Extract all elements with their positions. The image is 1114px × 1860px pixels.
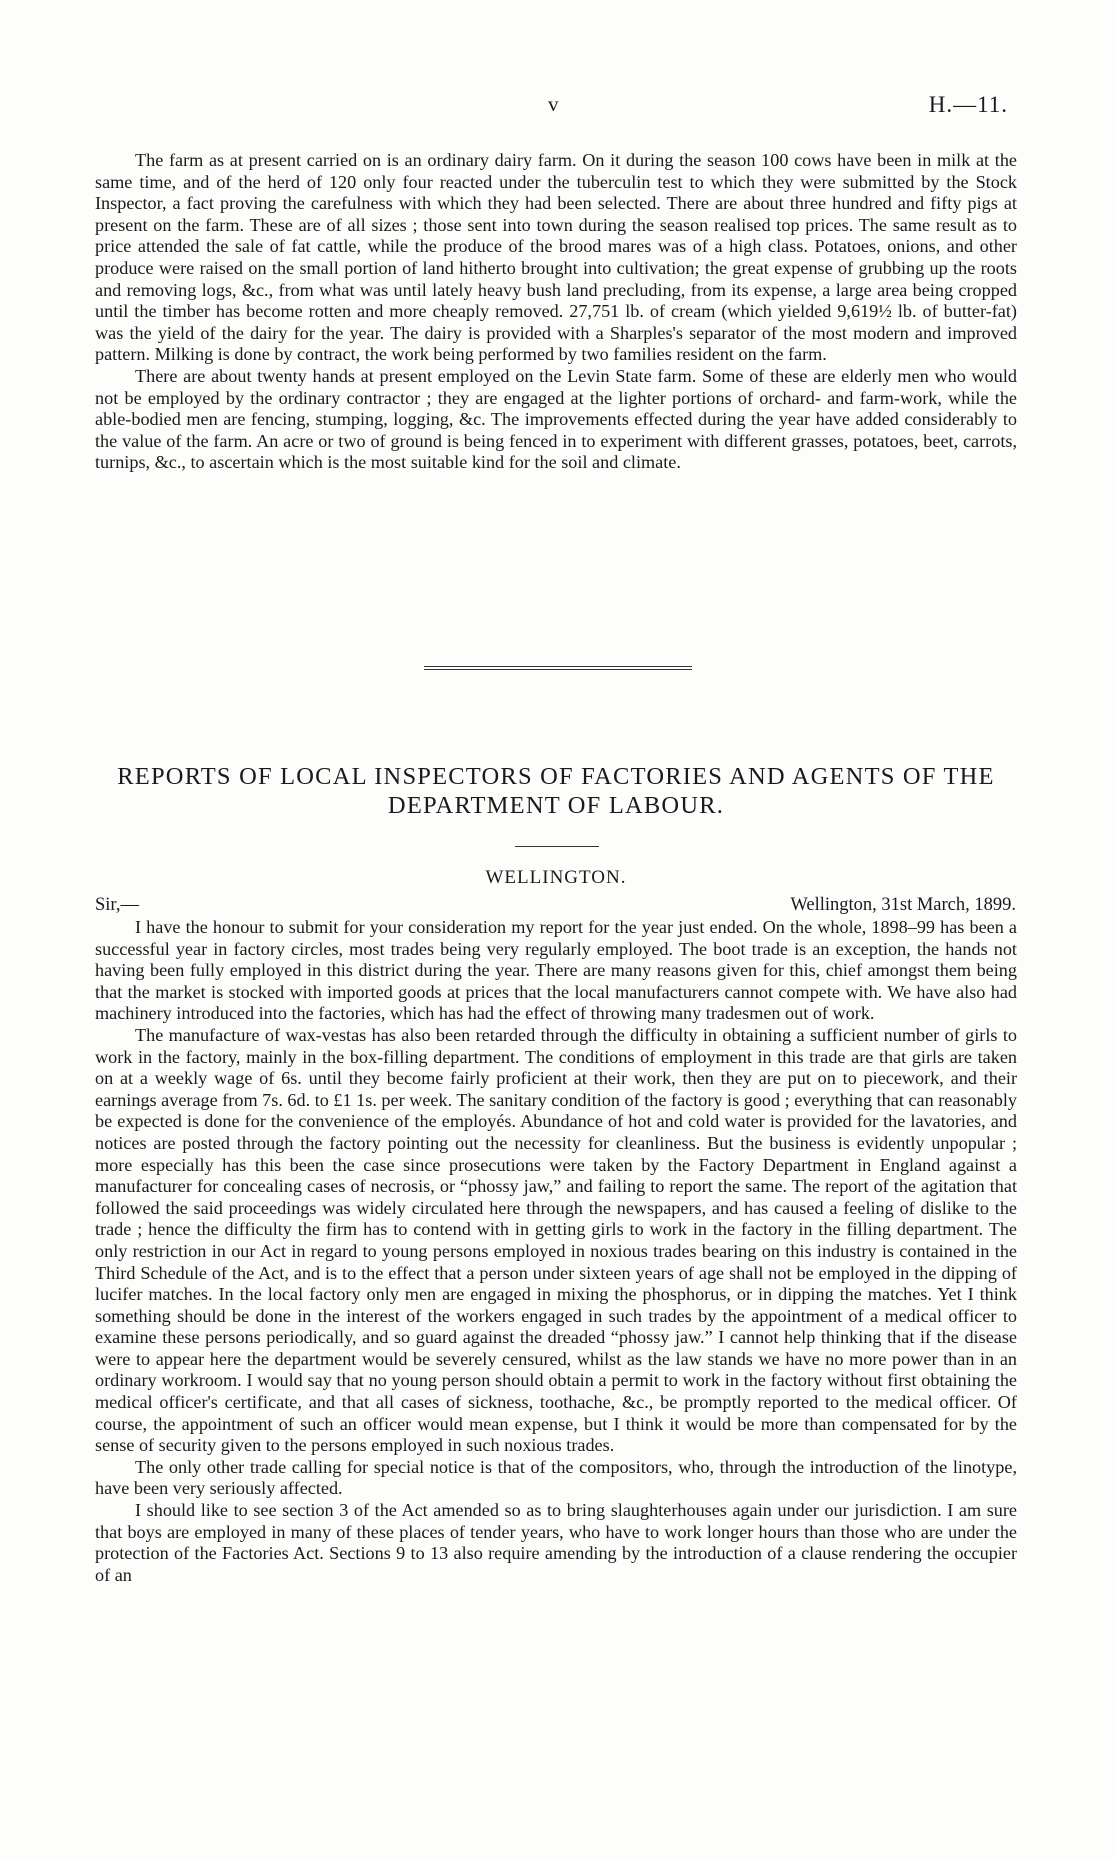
page-number: v (548, 92, 559, 116)
wellington-report-body (95, 917, 1017, 1586)
section-title: REPORTS OF LOCAL INSPECTORS OF FACTORIES AND AGENTS OF THE DEPARTMENT OF LABOUR. (117, 763, 995, 819)
place-heading: WELLINGTON. (485, 867, 627, 888)
title-divider (515, 846, 599, 847)
levin-farm-section (95, 150, 1017, 474)
section-divider (424, 669, 692, 670)
salutation: Sir,— (95, 895, 139, 915)
body-paragraph: The manufacture of wax-vestas has also been retarded through the difficulty in obtaining a sufficient number of girls to work in the factory, mainly in the box-filling department. The conditions of employment in this trade are that girls are taken on at a weekly wage of 6s. until they become fairly proficient at their work, then they are put on to piecework, and their earnings average from 7s. 6d. to £1 1s. per week. The sanitary condition of the factory is good ; everything that can reasonably be expected is done for the convenience of the employés. Abundance of hot and cold water is provided for the lavatories, and notices are posted through the factory pointing out the necessity for cleanliness. But the business is evidently unpopular ; more especially has this been the case since prosecutions were taken by the Factory Department in England against a manufacturer for concealing cases of necrosis, or “phossy jaw,” and failing to report the same. The report of the agitation that followed the said proceedings was widely circulated here through the newspapers, and has caused a feeling of dislike to the trade ; hence the difficulty the firm has to contend with in getting girls to work in the factory in the filling department. The only restriction in our Act in regard to young persons employed in noxious trades bearing on this industry is contained in the Third Schedule of the Act, and is to the effect that a person under sixteen years of age shall not be employed in the dipping of lucifer matches. In the local factory only men are engaged in mixing the phosphorus, or in dipping the matches. Yet I think something should be done in the interest of the workers engaged in such trades by the appointment of a medical officer to examine these persons periodically, and so guard against the dreaded “phossy jaw.” I cannot help thinking that if the disease were to appear here the department would be severely censured, whilst as the law stands we have no more power than in an ordinary workroom. I would say that no young person should obtain a permit to work in the factory without first obtaining the medical officer's certificate, and that all cases of sickness, toothache, &c., be promptly reported to the medical officer. Of course, the appointment of such an officer would mean expense, but I think it would be more than compensated for by the sense of security given to the persons employed in such noxious trades. (95, 1024, 1017, 1456)
document-reference: H.—11. (928, 92, 1008, 117)
section-divider (424, 666, 692, 667)
body-paragraph: I should like to see section 3 of the Act amended so as to bring slaughterhouses again under our jurisdiction. I am sure that boys are employed in many of these places of tender years, who have to work longer hours than those who are under the protection of the Factories Act. Sections 9 to 13 also require amending by the introduction of a clause rendering the occupier of an (95, 1500, 1017, 1585)
page-header (0, 92, 1114, 122)
dateline: Wellington, 31st March, 1899. (790, 895, 1016, 915)
body-paragraph: The only other trade calling for special notice is that of the compositors, who, through the introduction of the linotype, have been very seriously affected. (95, 1456, 1017, 1499)
body-paragraph: I have the honour to submit for your consideration my report for the year just ended. On the whole, 1898–99 has been a successful year in factory circles, most trades being very regularly employed. The boot trade is an exception, the hands not having been fully employed in this district during the year. There are many reasons given for this, chief amongst them being that the market is stocked with imported goods at prices that the local manufacturers cannot compete with. We have also had machinery introduced into the factories, which has had the effect of throwing many tradesmen out of work. (95, 917, 1017, 1024)
body-paragraph: The farm as at present carried on is an ordinary dairy farm. On it during the season 100 cows have been in milk at the same time, and of the herd of 120 only four reacted under the tuberculin test to which they were submitted by the Stock Inspector, a fact proving the carefulness with which they had been selected. There are about three hundred and fifty pigs at present on the farm. These are of all sizes ; those sent into town during the season realised top prices. The same result as to price attended the sale of fat cattle, while the produce of the brood mares was of a high class. Potatoes, onions, and other produce were raised on the small portion of land hitherto brought into cultivation; the great expense of grubbing up the roots and removing logs, &c., from what was until lately heavy bush land precluding, from its expense, a large area being cropped until the timber has become rotten and more cheaply removed. 27,751 lb. of cream (which yielded 9,619½ lb. of butter-fat) was the yield of the dairy for the year. The dairy is provided with a Sharples's separator of the most modern and improved pattern. Milking is done by contract, the work being performed by two families resident on the farm. (95, 150, 1017, 365)
body-paragraph: There are about twenty hands at present employed on the Levin State farm. Some of these are elderly men who would not be employed by the ordinary contractor ; they are engaged at the lighter portions of orchard- and farm-work, while the able-bodied men are fencing, stumping, logging, &c. The improvements effected during the year have added considerably to the value of the farm. An acre or two of ground is being fenced in to experiment with different grasses, potatoes, beet, carrots, turnips, &c., to ascertain which is the most suitable kind for the soil and climate. (95, 365, 1017, 473)
